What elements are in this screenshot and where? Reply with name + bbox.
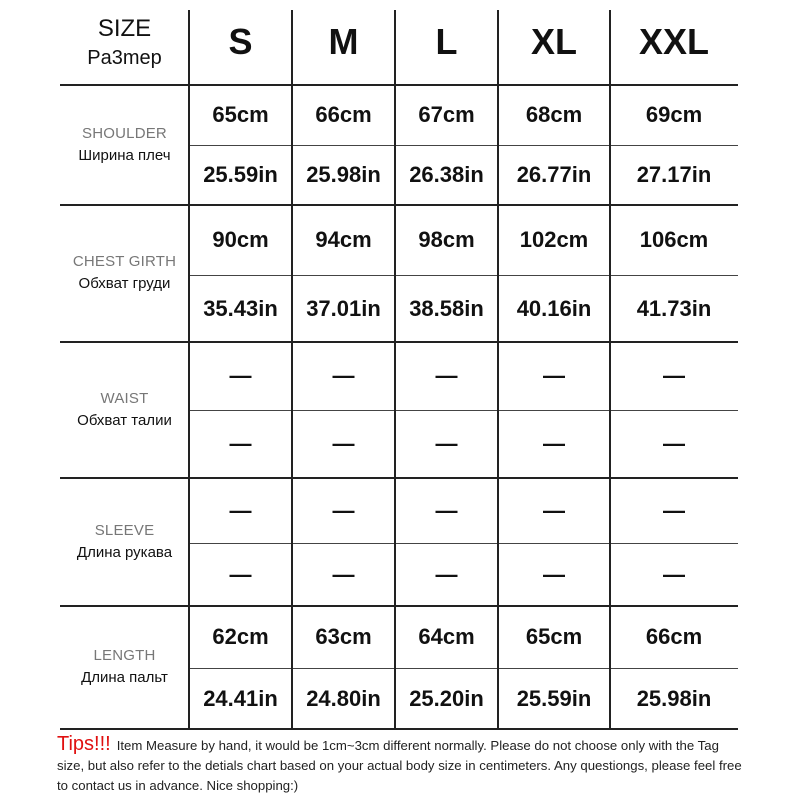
empty-value-dash: — [332, 497, 355, 523]
measure-label-en: SHOULDER [82, 124, 167, 142]
size-xxl-header: XXL [638, 21, 709, 62]
empty-value-dash: — [435, 363, 458, 388]
empty-value-dash: — [663, 431, 685, 456]
value-in: 25.59in [203, 162, 278, 187]
measure-label-en: CHEST GIRTH [72, 253, 177, 270]
value-in: 38.58in [409, 295, 484, 321]
empty-value-dash: — [332, 363, 355, 388]
size-xl-header: XL [530, 21, 577, 62]
empty-value-dash: — [543, 497, 565, 523]
tips-note [57, 734, 747, 796]
size-s-header: S [228, 21, 253, 62]
value-cm: 63cm [315, 624, 372, 649]
size-header-en: SIZE [97, 15, 152, 42]
measure-label-en: SLEEVE [94, 521, 155, 539]
value-cm: 90cm [212, 227, 269, 252]
empty-value-dash: — [663, 363, 685, 388]
value-in: 25.98in [306, 162, 381, 187]
value-in: 35.43in [203, 295, 278, 321]
tips-prefix: Tips!!! [57, 733, 111, 755]
empty-value-dash: — [663, 497, 685, 523]
value-in: 27.17in [636, 162, 712, 187]
empty-value-dash: — [229, 497, 252, 523]
value-cm: 69cm [645, 102, 703, 127]
empty-value-dash: — [435, 561, 458, 587]
empty-value-dash: — [229, 363, 252, 388]
value-in: 24.80in [306, 685, 381, 711]
value-cm: 65cm [525, 624, 583, 649]
empty-value-dash: — [435, 497, 458, 523]
tips-text: Item Measure by hand, it would be 1cm~3cm different normally. Please do not choose only with the Tag size, but also refer to the detials chart based on your actual body size in centimeters. Any questiongs, please feel free to contact us in advance. Nice shopping:) [57, 738, 742, 793]
empty-value-dash: — [332, 561, 355, 587]
measure-label-en: WAIST [100, 389, 149, 407]
empty-value-dash: — [543, 363, 565, 388]
value-in: 41.73in [636, 295, 712, 321]
measure-label-ru: Длина пальт [81, 669, 168, 686]
value-in: 24.41in [203, 685, 278, 711]
size-header-ru: Pa3mep [87, 46, 162, 69]
value-cm: 64cm [418, 624, 475, 649]
value-in: 40.16in [516, 295, 592, 321]
size-m-header: M [328, 21, 359, 62]
measure-label-ru: Обхват груди [78, 275, 171, 292]
value-cm: 66cm [645, 624, 703, 649]
value-in: 25.59in [516, 685, 592, 711]
value-cm: 67cm [418, 102, 475, 127]
value-cm: 98cm [418, 227, 475, 252]
value-in: 25.20in [409, 685, 484, 711]
empty-value-dash: — [543, 561, 565, 587]
value-cm: 66cm [315, 102, 372, 127]
value-in: 26.38in [409, 162, 484, 187]
measure-label-ru: Длина рукава [76, 543, 173, 561]
empty-value-dash: — [663, 561, 685, 587]
empty-value-dash: — [229, 561, 252, 587]
value-in: 26.77in [516, 162, 592, 187]
value-cm: 62cm [212, 624, 269, 649]
empty-value-dash: — [435, 431, 458, 456]
value-cm: 94cm [315, 227, 372, 252]
value-in: 25.98in [636, 685, 712, 711]
value-cm: 102cm [519, 227, 589, 252]
measure-label-ru: Ширина плеч [78, 146, 171, 164]
empty-value-dash: — [543, 431, 565, 456]
measure-label-en: LENGTH [93, 647, 156, 664]
value-cm: 106cm [639, 227, 709, 252]
measure-label-ru: Обхват талии [77, 411, 172, 429]
value-cm: 65cm [212, 102, 269, 127]
size-l-header: L [435, 21, 458, 62]
value-in: 37.01in [306, 295, 381, 321]
empty-value-dash: — [229, 431, 252, 456]
value-cm: 68cm [525, 102, 583, 127]
empty-value-dash: — [332, 431, 355, 456]
